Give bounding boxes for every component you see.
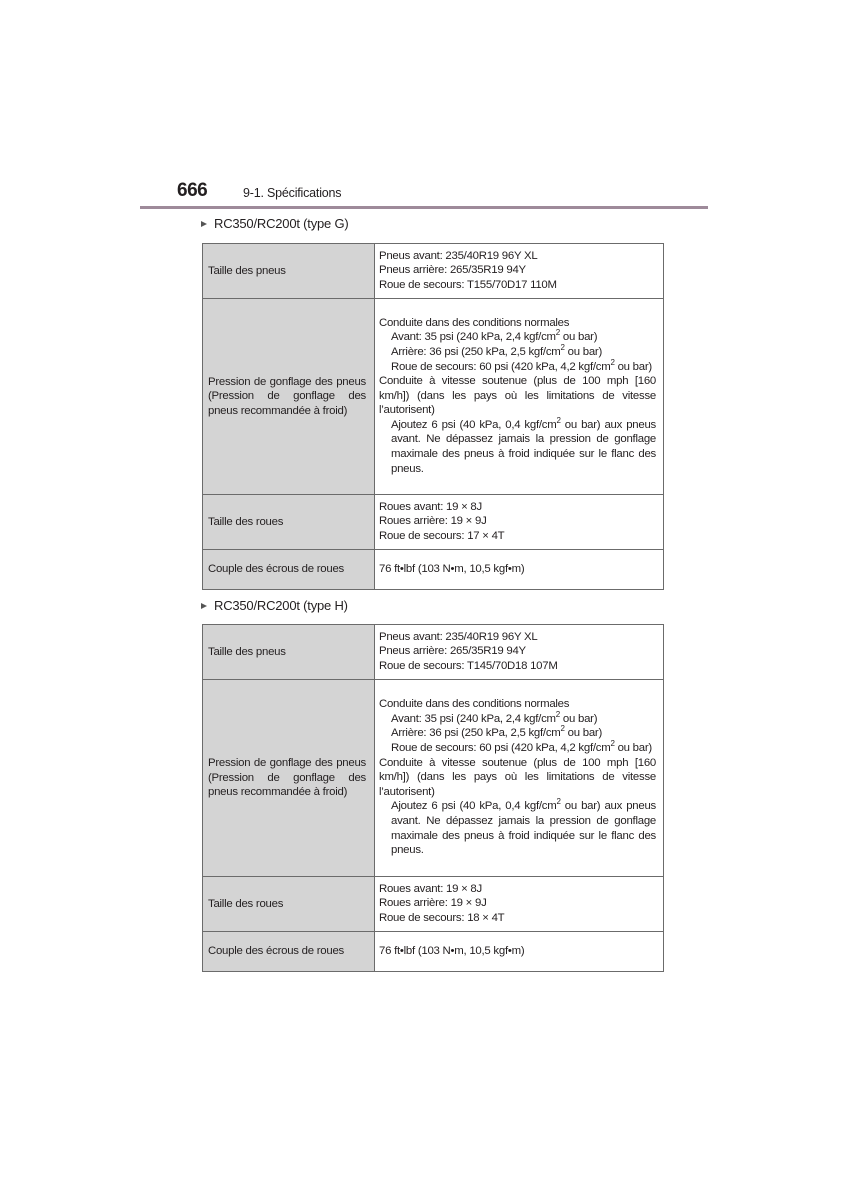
tire-spare: Roue de secours: T145/70D18 107M	[379, 659, 558, 672]
table-row-lug-nut	[203, 932, 664, 972]
pressure-front: Avant: 35 psi (240 kPa, 2,4 kgf/$cm^2$ ou bar)	[391, 328, 598, 344]
table-row-wheel-size	[203, 495, 664, 550]
normal-driving-title: Conduite dans des conditions normales	[379, 316, 570, 329]
row-label: Taille des roues	[203, 877, 375, 932]
pressure-spare: Roue de secours: 60 psi (420 kPa, 4,2 kgf/$cm^2$ ou bar)	[391, 357, 652, 373]
table-row-wheel-size	[203, 877, 664, 932]
high-speed-title: Conduite à vitesse soutenue (plus de 100 mph [160 km/h]) (dans les pays où les limitations de vitesse l’autorisent)	[379, 756, 656, 798]
table-row-tire-size	[203, 244, 664, 299]
row-value	[375, 299, 664, 495]
table-row-tire-size	[203, 625, 664, 680]
row-value	[375, 495, 664, 550]
row-value	[375, 244, 664, 299]
section-title: 9-1. Spécifications	[243, 186, 342, 200]
subheading-label: RC350/RC200t (type H)	[214, 598, 348, 613]
subheading-label: RC350/RC200t (type G)	[214, 216, 349, 231]
wheel-rear: Roues arrière: 19 × 9J	[379, 897, 487, 910]
pressure-spare: Roue de secours: 60 psi (420 kPa, 4,2 kgf/$cm^2$ ou bar)	[391, 739, 652, 755]
tire-rear: Pneus arrière: 265/35R19 94Y	[379, 645, 526, 658]
row-label: Couple des écrous de roues	[203, 550, 375, 590]
row-value	[375, 625, 664, 680]
spec-table-type-g	[202, 243, 664, 590]
row-label: Pression de gonflage des pneus (Pression de gonflage des pneus recommandée à froid)	[203, 680, 375, 877]
triangle-bullet-icon	[201, 221, 207, 227]
pressure-rear: Arrière: 36 psi (250 kPa, 2,5 kgf/$cm^2$ ou bar)	[391, 343, 602, 358]
spec-table-type-h	[202, 624, 664, 972]
row-label: Taille des pneus	[203, 625, 375, 680]
table-row-pressure	[203, 680, 664, 877]
row-label: Taille des pneus	[203, 244, 375, 299]
subheading-type-h	[201, 598, 348, 613]
table-row-pressure	[203, 299, 664, 495]
row-value: 76 ft•lbf (103 N•m, 10,5 kgf•m)	[375, 932, 664, 972]
table-row-lug-nut	[203, 550, 664, 590]
wheel-spare: Roue de secours: 17 × 4T	[379, 529, 505, 542]
wheel-front: Roues avant: 19 × 8J	[379, 882, 482, 895]
tire-spare: Roue de secours: T155/70D17 110M	[379, 278, 557, 291]
row-value	[375, 877, 664, 932]
header-divider	[140, 206, 708, 209]
pressure-front: Avant: 35 psi (240 kPa, 2,4 kgf/$cm^2$ ou bar)	[391, 710, 598, 725]
high-speed-note: Ajoutez 6 psi (40 kPa, 0,4 kgf/$cm^2$ ou bar) aux pneus avant. Ne dépassez jamais la pression de gonflage maximale des pneus à froid indiquée sur le flanc des pneus.	[391, 797, 656, 857]
pressure-rear: Arrière: 36 psi (250 kPa, 2,5 kgf/$cm^2$ ou bar)	[391, 724, 602, 740]
page-number: 666	[177, 180, 208, 201]
high-speed-note: Ajoutez 6 psi (40 kPa, 0,4 kgf/$cm^2$ ou bar) aux pneus avant. Ne dépassez jamais la pression de gonflage maximale des pneus à froid indiquée sur le flanc des pneus.	[391, 416, 656, 475]
row-label: Pression de gonflage des pneus (Pression de gonflage des pneus recommandée à froid)	[203, 299, 375, 495]
tire-rear: Pneus arrière: 265/35R19 94Y	[379, 264, 526, 277]
wheel-rear: Roues arrière: 19 × 9J	[379, 515, 487, 528]
subheading-type-g	[201, 216, 349, 231]
row-label: Taille des roues	[203, 495, 375, 550]
normal-driving-title: Conduite dans des conditions normales	[379, 698, 570, 711]
triangle-bullet-icon	[201, 603, 207, 609]
row-label: Couple des écrous de roues	[203, 932, 375, 972]
tire-front: Pneus avant: 235/40R19 96Y XL	[379, 249, 538, 262]
row-value: 76 ft•lbf (103 N•m, 10,5 kgf•m)	[375, 550, 664, 590]
high-speed-title: Conduite à vitesse soutenue (plus de 100 mph [160 km/h]) (dans les pays où les limitations de vitesse l’autorisent)	[379, 375, 656, 417]
wheel-front: Roues avant: 19 × 8J	[379, 500, 482, 513]
tire-front: Pneus avant: 235/40R19 96Y XL	[379, 630, 538, 643]
wheel-spare: Roue de secours: 18 × 4T	[379, 911, 505, 924]
row-value	[375, 680, 664, 877]
